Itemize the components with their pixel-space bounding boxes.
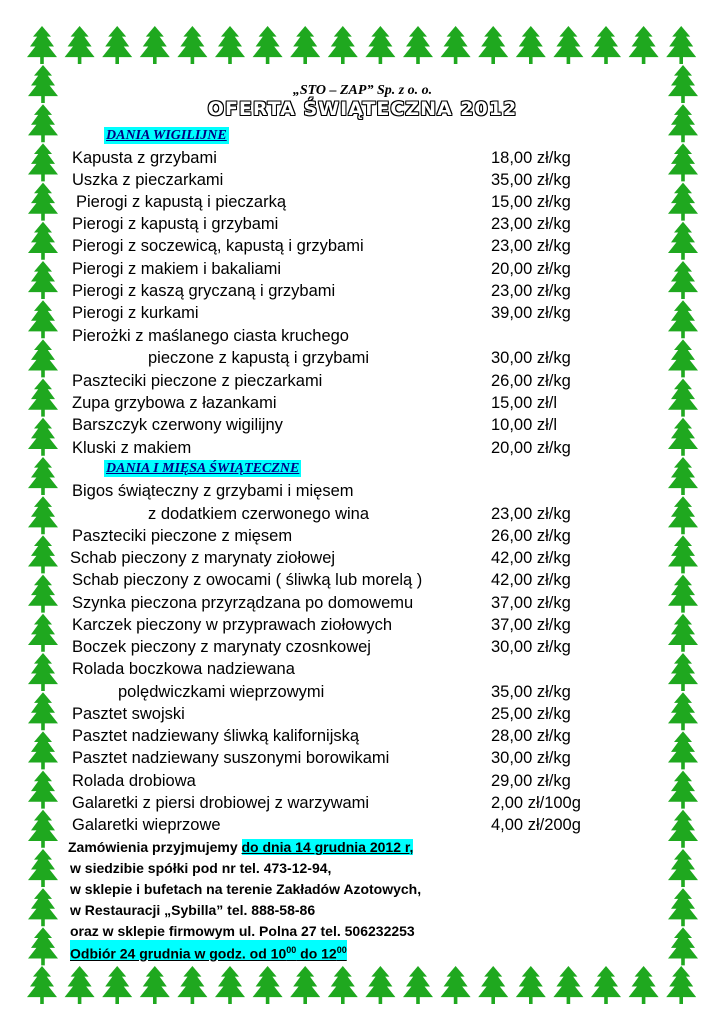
list-item <box>0 614 725 636</box>
pickup-start-minutes: 00 <box>286 945 297 955</box>
item-name: Barszczyk czerwony wigilijny <box>72 416 283 434</box>
list-item <box>0 814 725 836</box>
page-title: OFERTA ŚWIĄTECZNA 2012 <box>207 98 518 120</box>
order-deadline-date: do dnia 14 grudnia 2012 r, <box>241 839 414 855</box>
list-item <box>0 213 725 235</box>
item-name: Pierogi z kaszą gryczaną i grzybami <box>72 282 336 300</box>
item-name: Bigos świąteczny z grzybami i mięsem <box>72 482 354 500</box>
item-price: 30,00 zł/kg <box>491 749 571 767</box>
item-name: Szynka pieczona przyrządzana po domowemu <box>72 594 414 612</box>
item-price: 26,00 zł/kg <box>491 372 571 390</box>
list-item <box>0 437 725 459</box>
item-name: Schab pieczony z owocami ( śliwką lub morelą ) <box>72 571 423 589</box>
item-name: Boczek pieczony z marynaty czosnkowej <box>72 638 371 656</box>
item-name: Uszka z pieczarkami <box>72 171 224 189</box>
list-item <box>0 325 725 347</box>
list-item <box>0 747 725 769</box>
item-name: Pierogi z makiem i bakaliami <box>72 260 282 278</box>
item-name: Rolada boczkowa nadziewana <box>72 660 295 678</box>
item-name: Kluski z makiem <box>72 439 192 457</box>
section-title-wigilijne: DANIA WIGILIJNE <box>106 128 227 143</box>
item-name: Pierogi z kurkami <box>72 304 199 322</box>
item-price: 20,00 zł/kg <box>491 439 571 457</box>
item-price: 15,00 zł/kg <box>491 193 571 211</box>
order-company-shop: oraz w sklepie firmowym ul. Polna 27 tel. 506232253 <box>70 923 415 939</box>
pickup-text: Odbiór 24 grudnia w godz. od 10 <box>70 945 287 962</box>
list-item <box>0 392 725 414</box>
list-item <box>0 569 725 591</box>
list-item <box>0 280 725 302</box>
item-price: 23,00 zł/kg <box>491 215 571 233</box>
list-item <box>0 480 725 502</box>
item-name-continued: z dodatkiem czerwonego wina <box>148 505 370 523</box>
pickup-info <box>70 940 347 960</box>
order-shops: w sklepie i bufetach na terenie Zakładów Azotowych, <box>70 881 422 897</box>
order-deadline <box>68 837 413 857</box>
item-price: 4,00 zł/200g <box>491 816 581 834</box>
item-name: Paszteciki pieczone z pieczarkami <box>72 372 323 390</box>
item-price: 35,00 zł/kg <box>491 171 571 189</box>
order-deadline-label: Zamówienia przyjmujemy <box>68 839 242 855</box>
item-name-continued: pieczone z kapustą i grzybami <box>148 349 370 367</box>
order-restaurant: w Restauracji „Sybilla” tel. 888-58-86 <box>70 902 316 918</box>
item-name: Galaretki wieprzowe <box>72 816 221 834</box>
item-name: Karczek pieczony w przyprawach ziołowych <box>72 616 393 634</box>
item-price: 23,00 zł/kg <box>491 282 571 300</box>
item-price: 37,00 zł/kg <box>491 594 571 612</box>
order-phone-hq: w siedzibie spółki pod nr tel. 473-12-94, <box>70 860 332 876</box>
item-price: 35,00 zł/kg <box>491 683 571 701</box>
list-item <box>0 792 725 814</box>
item-price: 39,00 zł/kg <box>491 304 571 322</box>
item-price: 29,00 zł/kg <box>491 772 571 790</box>
list-item <box>0 770 725 792</box>
company-name: „STO – ZAP” Sp. z o. o. <box>292 83 433 98</box>
list-item <box>0 147 725 169</box>
list-item <box>0 636 725 658</box>
list-item <box>0 370 725 392</box>
item-name: Schab pieczony z marynaty ziołowej <box>70 549 336 567</box>
item-price: 10,00 zł/l <box>491 416 558 434</box>
item-price: 15,00 zł/l <box>491 394 558 412</box>
pickup-end-minutes: 00 <box>336 945 347 955</box>
item-name: Galaretki z piersi drobiowej z warzywami <box>72 794 370 812</box>
item-price: 30,00 zł/kg <box>491 638 571 656</box>
item-price: 26,00 zł/kg <box>491 527 571 545</box>
list-item-continued <box>0 681 725 703</box>
item-name: Pasztet nadziewany śliwką kalifornijską <box>72 727 360 745</box>
list-item <box>0 191 725 213</box>
item-name: Rolada drobiowa <box>72 772 196 790</box>
list-item <box>0 703 725 725</box>
item-price: 30,00 zł/kg <box>491 349 571 367</box>
item-name: Zupa grzybowa z łazankami <box>72 394 277 412</box>
item-price: 42,00 zł/kg <box>491 571 571 589</box>
item-name: Pierogi z kapustą i grzybami <box>72 215 279 233</box>
item-price: 2,00 zł/100g <box>491 794 581 812</box>
list-item <box>0 302 725 324</box>
list-item <box>0 258 725 280</box>
list-item <box>0 525 725 547</box>
list-item <box>0 725 725 747</box>
list-item <box>0 169 725 191</box>
list-item <box>0 547 725 569</box>
item-price: 37,00 zł/kg <box>491 616 571 634</box>
item-price: 23,00 zł/kg <box>491 237 571 255</box>
item-name: Pierogi z soczewicą, kapustą i grzybami <box>72 237 364 255</box>
pickup-text-end: do 12 <box>296 945 337 962</box>
item-name: Pasztet nadziewany suszonymi borowikami <box>72 749 390 767</box>
item-price: 42,00 zł/kg <box>491 549 571 567</box>
item-name: Pierogi z kapustą i pieczarką <box>76 193 287 211</box>
item-name: Pasztet swojski <box>72 705 185 723</box>
item-name-continued: polędwiczkami wieprzowymi <box>118 683 325 701</box>
section-title-swiateczne: DANIA I MIĘSA ŚWIĄTECZNE <box>106 461 300 476</box>
item-name: Paszteciki pieczone z mięsem <box>72 527 293 545</box>
list-item <box>0 414 725 436</box>
item-name: Pierożki z maślanego ciasta kruchego <box>72 327 349 345</box>
list-item-continued <box>0 347 725 369</box>
list-item <box>0 235 725 257</box>
item-price: 23,00 zł/kg <box>491 505 571 523</box>
item-name: Kapusta z grzybami <box>72 149 217 167</box>
item-price: 20,00 zł/kg <box>491 260 571 278</box>
list-item-continued <box>0 503 725 525</box>
item-price: 18,00 zł/kg <box>491 149 571 167</box>
list-item <box>0 658 725 680</box>
list-item <box>0 592 725 614</box>
item-price: 25,00 zł/kg <box>491 705 571 723</box>
item-price: 28,00 zł/kg <box>491 727 571 745</box>
